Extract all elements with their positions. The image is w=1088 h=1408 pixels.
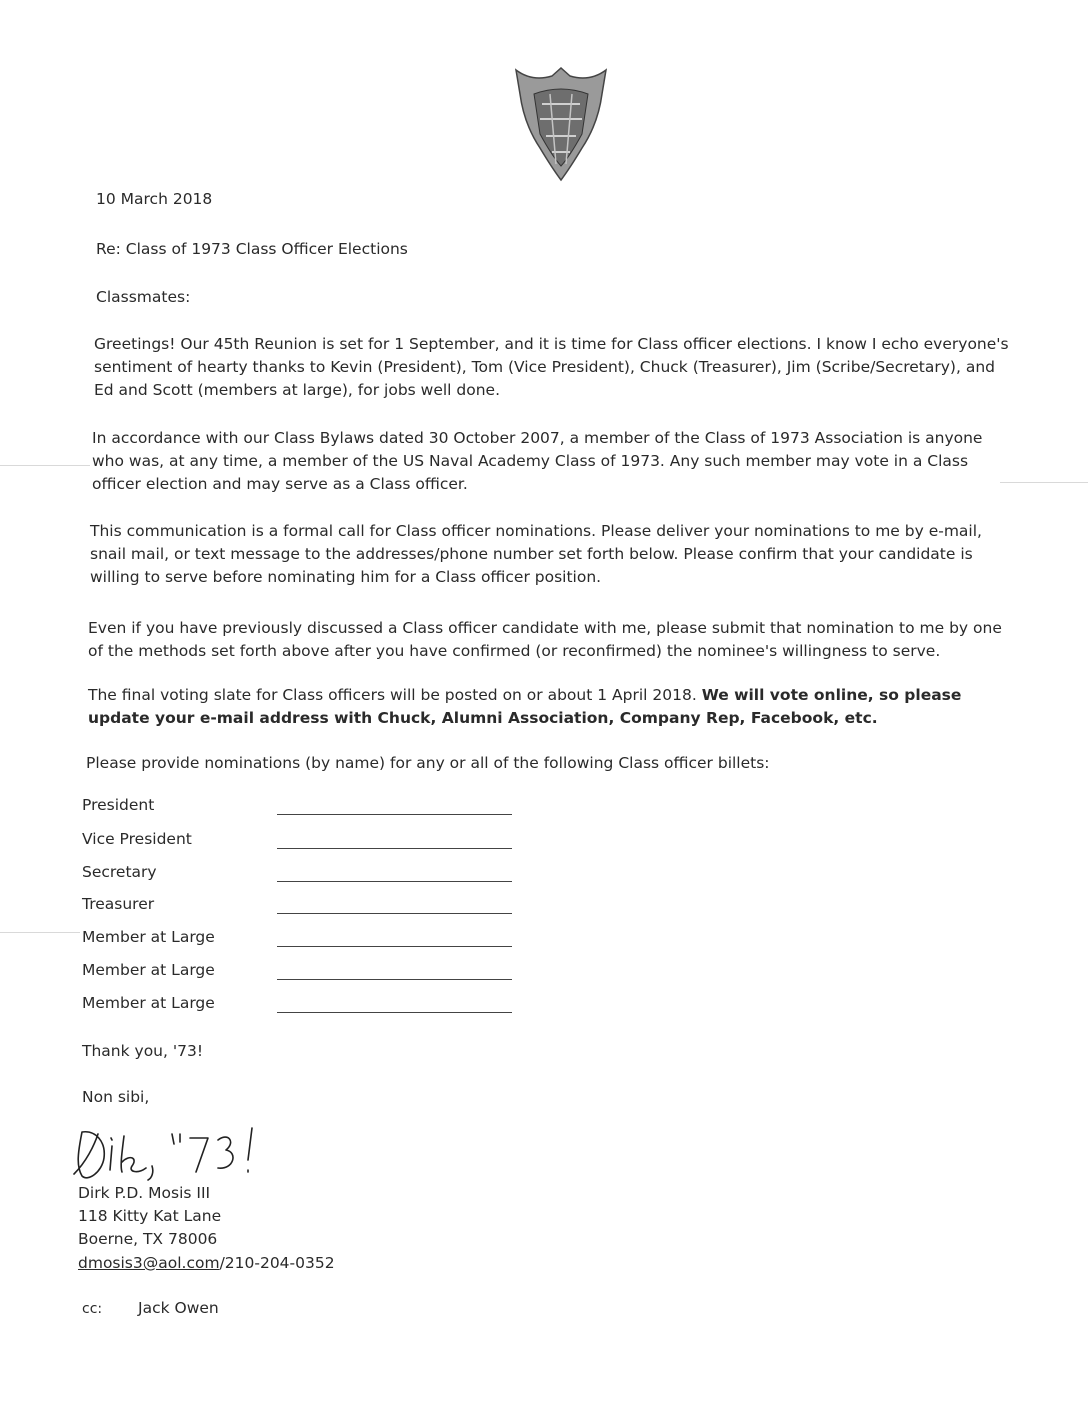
sender-email-link[interactable]: dmosis3@aol.com bbox=[78, 1254, 220, 1272]
sender-street: 118 Kitty Kat Lane bbox=[78, 1207, 222, 1225]
billet-row bbox=[82, 828, 522, 854]
nomination-blank-line[interactable] bbox=[277, 881, 512, 882]
billet-row bbox=[82, 926, 522, 952]
handwritten-signature bbox=[68, 1122, 278, 1184]
paragraph-bylaws: In accordance with our Class Bylaws dated 30 October 2007, a member of the Class of 1973 Association is anyone who was, at any time, a member of the US Naval Academy Class of 1973. Any such member may vote in a Class officer election and may serve as a Class officer. bbox=[92, 429, 983, 493]
billet-label: Member at Large bbox=[82, 961, 215, 979]
subject-line: Re: Class of 1973 Class Officer Elections bbox=[96, 240, 408, 258]
cc-name: Jack Owen bbox=[138, 1299, 219, 1317]
billet-label: Member at Large bbox=[82, 928, 215, 946]
billet-row bbox=[82, 959, 522, 985]
sender-contact bbox=[78, 1252, 335, 1274]
billet-row bbox=[82, 893, 522, 919]
nominations-prompt: Please provide nominations (by name) for any or all of the following Class officer billets: bbox=[86, 754, 770, 772]
billet-label: Vice President bbox=[82, 830, 192, 848]
thank-you-line: Thank you, '73! bbox=[82, 1042, 204, 1060]
paragraph-call-for-nominations: This communication is a formal call for Class officer nominations. Please deliver your nominations to me by e-mail, snail mail, or text message to the addresses/phone number set forth below. Please confirm that your candidate is willing to serve before nominating him for a Class officer position. bbox=[90, 522, 982, 586]
billet-label: President bbox=[82, 796, 155, 814]
nomination-blank-line[interactable] bbox=[277, 979, 512, 980]
final-slate-text: The final voting slate for Class officers will be posted on or about 1 April 2018. bbox=[88, 686, 697, 704]
scan-fold-line bbox=[0, 932, 80, 933]
final-slate-bold-text: We will vote online, so please update your e-mail address with Chuck, Alumni Association, Company Rep, Facebook, etc. bbox=[88, 686, 962, 727]
cc-label: cc: bbox=[82, 1301, 103, 1317]
crest-logo bbox=[512, 64, 610, 182]
nomination-blank-line[interactable] bbox=[277, 848, 512, 849]
billet-row bbox=[82, 794, 522, 820]
nomination-blank-line[interactable] bbox=[277, 913, 512, 914]
sender-phone: /210-204-0352 bbox=[219, 1254, 335, 1272]
billet-label: Secretary bbox=[82, 863, 157, 881]
paragraph-final-slate bbox=[88, 684, 1012, 730]
billet-label: Treasurer bbox=[82, 895, 155, 913]
scan-fold-line bbox=[0, 465, 90, 466]
nomination-blank-line[interactable] bbox=[277, 1012, 512, 1013]
sender-name: Dirk P.D. Mosis III bbox=[78, 1184, 211, 1202]
paragraph-prior-discussion: Even if you have previously discussed a Class officer candidate with me, please submit that nomination to me by one of the methods set forth above after you have confirmed (or reconfirmed) the nominee's willingness to serve. bbox=[88, 619, 1002, 660]
sender-city: Boerne, TX 78006 bbox=[78, 1230, 218, 1248]
billet-label: Member at Large bbox=[82, 994, 215, 1012]
closing-line: Non sibi, bbox=[82, 1088, 150, 1106]
billet-row bbox=[82, 992, 522, 1018]
nomination-blank-line[interactable] bbox=[277, 946, 512, 947]
billet-row bbox=[82, 861, 522, 887]
nomination-blank-line[interactable] bbox=[277, 814, 512, 815]
paragraph-greetings: Greetings! Our 45th Reunion is set for 1 September, and it is time for Class officer elections. I know I echo everyone's sentiment of hearty thanks to Kevin (President), Tom (Vice President), Chuck (Treasurer), Jim (Scribe/Secretary), and Ed and Scott (members at large), for jobs well done. bbox=[94, 335, 1009, 399]
salutation: Classmates: bbox=[96, 288, 191, 306]
letter-date: 10 March 2018 bbox=[96, 190, 213, 208]
